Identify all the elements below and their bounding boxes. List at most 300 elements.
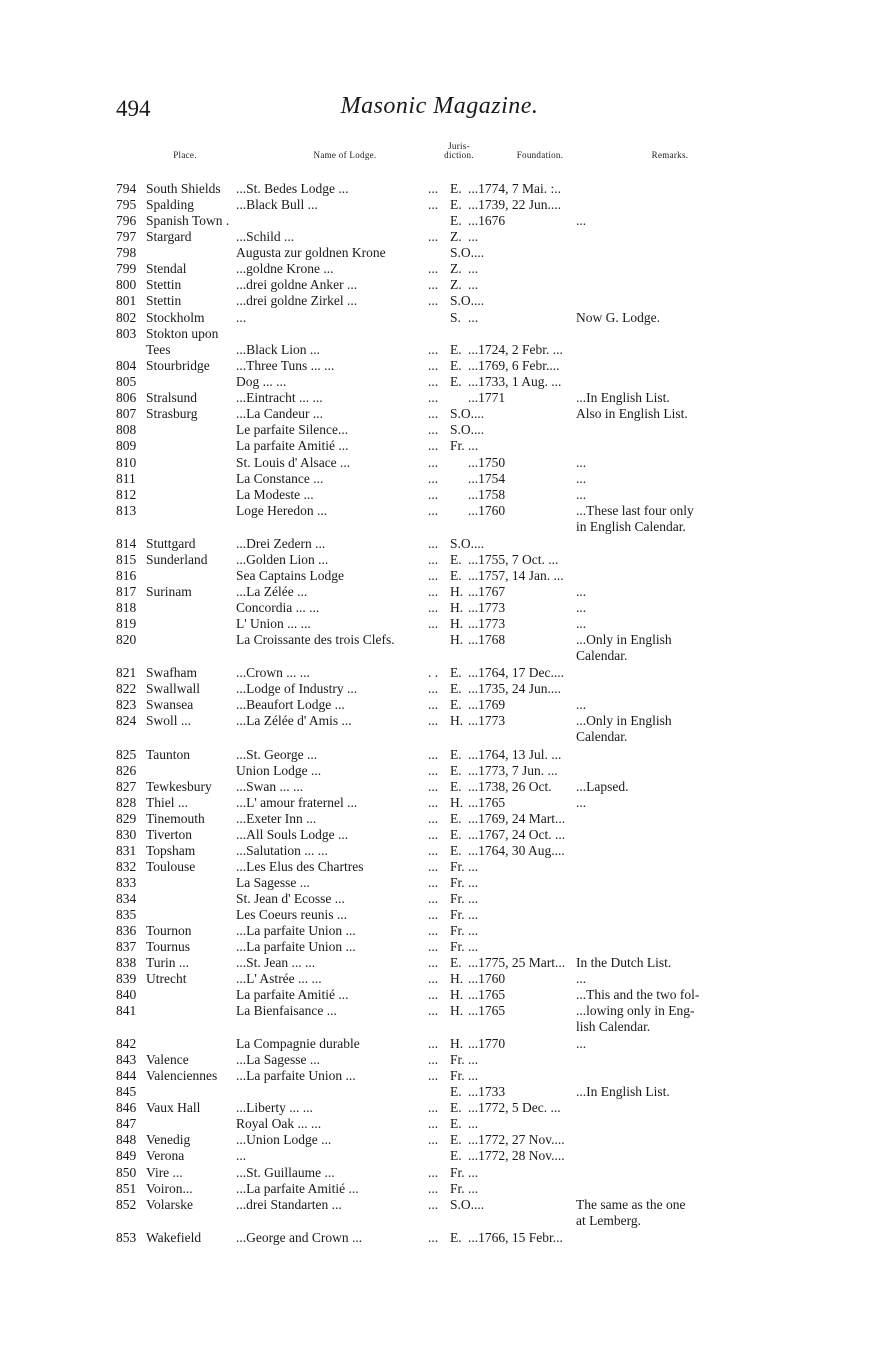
foundation-date: ...1767 (468, 584, 506, 599)
foundation-date: ...1750 (468, 455, 506, 470)
remarks: ... (576, 584, 587, 599)
place-name: Venedig (146, 1132, 191, 1147)
table-row (0, 891, 879, 907)
place-name: Vire ... (146, 1165, 183, 1180)
lodge-name: ...St. Bedes Lodge ... (236, 181, 349, 196)
jurisdiction: H. (450, 584, 464, 599)
foundation-date: ...1765 (468, 987, 506, 1002)
remarks: ... (576, 213, 587, 228)
lodge-number: 807 (116, 406, 137, 421)
lodge-number: 823 (116, 697, 137, 712)
table-row (0, 1148, 879, 1164)
place-name: Stockholm (146, 310, 205, 325)
lodge-number: 796 (116, 213, 137, 228)
remarks: The same as the one (576, 1197, 686, 1212)
place-name: Stettin (146, 293, 182, 308)
place-name: Vaux Hall (146, 1100, 201, 1115)
foundation-date: ...1738, 26 Oct. (468, 779, 552, 794)
table-row (0, 600, 879, 616)
foundation-date: ...1773, 7 Jun. ... (468, 763, 558, 778)
lodge-number: 814 (116, 536, 137, 551)
lodge-name: St. Louis d' Alsace ... (236, 455, 351, 470)
leader-dots: ... (428, 1116, 439, 1131)
foundation-date: ... (468, 923, 479, 938)
lodge-number: 797 (116, 229, 137, 244)
remarks: ...In English List. (576, 390, 670, 405)
table-row (0, 665, 879, 681)
table-row (0, 552, 879, 568)
lodge-number: 848 (116, 1132, 137, 1147)
foundation-date: ...1771 (468, 390, 506, 405)
lodge-number: 845 (116, 1084, 137, 1099)
lodge-number: 825 (116, 747, 137, 762)
lodge-number: 809 (116, 438, 137, 453)
table-row (0, 342, 879, 358)
leader-dots: ... (428, 1230, 439, 1245)
leader-dots: ... (428, 503, 439, 518)
foundation-date: ...1766, 15 Febr... (468, 1230, 563, 1245)
lodge-number: 826 (116, 763, 137, 778)
jurisdiction: S.O.... (450, 536, 485, 551)
leader-dots: ... (428, 390, 439, 405)
leader-dots: ... (428, 1052, 439, 1067)
column-header-jurisdiction-line2: diction. (444, 150, 474, 160)
foundation-date: ... (468, 859, 479, 874)
column-header-jurisdiction (434, 142, 484, 160)
foundation-date: ...1676 (468, 213, 506, 228)
lodge-number: 838 (116, 955, 137, 970)
leader-dots: ... (428, 1100, 439, 1115)
jurisdiction: Fr. (450, 875, 465, 890)
foundation-date: ... (468, 277, 479, 292)
jurisdiction: Z. (450, 277, 462, 292)
leader-dots: ... (428, 1036, 439, 1051)
foundation-date: ...1772, 28 Nov.... (468, 1148, 565, 1163)
table-row (0, 875, 879, 891)
lodge-name: ...drei goldne Zirkel ... (236, 293, 358, 308)
lodge-name: Sea Captains Lodge (236, 568, 344, 583)
foundation-date: ... (468, 907, 479, 922)
lodge-name: La Sagesse ... (236, 875, 310, 890)
lodge-number: 800 (116, 277, 137, 292)
leader-dots: ... (428, 1181, 439, 1196)
place-name: South Shields (146, 181, 221, 196)
table-row (0, 245, 879, 261)
jurisdiction: E. (450, 763, 462, 778)
table-row (0, 197, 879, 213)
place-name: Tewkesbury (146, 779, 212, 794)
place-name: Volarske (146, 1197, 193, 1212)
leader-dots: ... (428, 763, 439, 778)
leader-dots: ... (428, 568, 439, 583)
lodge-name: ...Exeter Inn ... (236, 811, 317, 826)
jurisdiction: H. (450, 600, 464, 615)
lodge-name: Union Lodge ... (236, 763, 322, 778)
lodge-number: 829 (116, 811, 137, 826)
lodge-number: 852 (116, 1197, 137, 1212)
lodge-name: ...Liberty ... ... (236, 1100, 313, 1115)
lodge-number: 824 (116, 713, 137, 728)
lodge-name: ...Drei Zedern ... (236, 536, 326, 551)
lodge-name: Les Coeurs reunis ... (236, 907, 347, 922)
lodge-name: ...Salutation ... ... (236, 843, 328, 858)
place-name: Swafham (146, 665, 197, 680)
foundation-date: ...1735, 24 Jun.... (468, 681, 562, 696)
jurisdiction: Fr. (450, 859, 465, 874)
lodge-number: 831 (116, 843, 137, 858)
lodge-number: 844 (116, 1068, 137, 1083)
place-name: Valenciennes (146, 1068, 218, 1083)
jurisdiction: E. (450, 358, 462, 373)
table-row (0, 939, 879, 955)
lodge-name: ...La Zélée ... (236, 584, 308, 599)
table-row (0, 310, 879, 326)
lodge-number: 851 (116, 1181, 137, 1196)
lodge-name: ...goldne Krone ... (236, 261, 334, 276)
table-row (0, 181, 879, 197)
lodge-name: ...Black Bull ... (236, 197, 318, 212)
jurisdiction: E. (450, 181, 462, 196)
lodge-number: 822 (116, 681, 137, 696)
place-name: Toulouse (146, 859, 196, 874)
foundation-date: ...1772, 27 Nov.... (468, 1132, 565, 1147)
remarks: ... (576, 1036, 587, 1051)
lodge-name: ...drei goldne Anker ... (236, 277, 358, 292)
lodge-name: ...L' amour fraternel ... (236, 795, 358, 810)
remarks: at Lemberg. (576, 1213, 641, 1228)
remarks: Also in English List. (576, 406, 688, 421)
jurisdiction: Fr. (450, 1068, 465, 1083)
table-row (0, 584, 879, 600)
remarks: ...These last four only (576, 503, 694, 518)
lodge-number: 806 (116, 390, 137, 405)
leader-dots: ... (428, 616, 439, 631)
leader-dots: ... (428, 342, 439, 357)
lodge-number: 841 (116, 1003, 137, 1018)
foundation-date: ... (468, 261, 479, 276)
lodge-number: 849 (116, 1148, 137, 1163)
lodge-number: 795 (116, 197, 137, 212)
lodge-name: Dog ... ... (236, 374, 287, 389)
lodge-name: Concordia ... ... (236, 600, 320, 615)
leader-dots: ... (428, 406, 439, 421)
leader-dots: ... (428, 261, 439, 276)
lodge-name: ...La Zélée d' Amis ... (236, 713, 352, 728)
lodge-number: 803 (116, 326, 137, 341)
table-row (0, 1084, 879, 1100)
jurisdiction: Fr. (450, 1165, 465, 1180)
place-name: Strasburg (146, 406, 198, 421)
leader-dots: ... (428, 181, 439, 196)
table-row (0, 843, 879, 859)
lodge-name: ...St. Jean ... ... (236, 955, 316, 970)
foundation-date: ... (468, 229, 479, 244)
lodge-number: 794 (116, 181, 137, 196)
lodge-number: 801 (116, 293, 137, 308)
leader-dots: ... (428, 487, 439, 502)
jurisdiction: H. (450, 971, 464, 986)
remarks: ...This and the two fol- (576, 987, 700, 1002)
foundation-date: ...1773 (468, 713, 506, 728)
place-name: Stuttgard (146, 536, 196, 551)
table-row (0, 1213, 879, 1229)
place-name: Verona (146, 1148, 185, 1163)
foundation-date: ...1775, 25 Mart... (468, 955, 566, 970)
leader-dots: ... (428, 197, 439, 212)
foundation-date: ... (468, 310, 479, 325)
foundation-date: ... (468, 438, 479, 453)
table-row (0, 827, 879, 843)
jurisdiction: Fr. (450, 891, 465, 906)
lodge-name: La Croissante des trois Clefs. (236, 632, 395, 647)
leader-dots: ... (428, 795, 439, 810)
lodge-name: ...La parfaite Union ... (236, 939, 356, 954)
table-row (0, 811, 879, 827)
table-row (0, 503, 879, 519)
table-row (0, 438, 879, 454)
lodge-number: 820 (116, 632, 137, 647)
jurisdiction: E. (450, 665, 462, 680)
leader-dots: ... (428, 1132, 439, 1147)
lodge-name: ...Golden Lion ... (236, 552, 329, 567)
place-name: Stourbridge (146, 358, 210, 373)
lodge-name: ...Swan ... ... (236, 779, 304, 794)
lodge-name: ...Black Lion ... (236, 342, 320, 357)
place-name: Turin ... (146, 955, 190, 970)
jurisdiction: E. (450, 681, 462, 696)
lodge-number: 834 (116, 891, 137, 906)
foundation-date: ...1765 (468, 1003, 506, 1018)
remarks: Now G. Lodge. (576, 310, 660, 325)
table-row (0, 1100, 879, 1116)
leader-dots: ... (428, 277, 439, 292)
foundation-date: ...1767, 24 Oct. ... (468, 827, 566, 842)
foundation-date: ...1724, 2 Febr. ... (468, 342, 563, 357)
table-row (0, 422, 879, 438)
leader-dots: ... (428, 600, 439, 615)
remarks: ...lowing only in Eng- (576, 1003, 695, 1018)
jurisdiction: Fr. (450, 907, 465, 922)
lodge-name: Royal Oak ... ... (236, 1116, 322, 1131)
lodge-name: ...drei Standarten ... (236, 1197, 342, 1212)
table-row (0, 729, 879, 745)
leader-dots: ... (428, 293, 439, 308)
lodge-name: ...La parfaite Union ... (236, 1068, 356, 1083)
place-name: Wakefield (146, 1230, 202, 1245)
foundation-date: ... (468, 1052, 479, 1067)
foundation-date: ...1764, 13 Jul. ... (468, 747, 562, 762)
table-row (0, 763, 879, 779)
lodge-name: ...St. Guillaume ... (236, 1165, 335, 1180)
lodge-name: ...Crown ... ... (236, 665, 310, 680)
leader-dots: ... (428, 779, 439, 794)
leader-dots: ... (428, 939, 439, 954)
table-row (0, 1181, 879, 1197)
jurisdiction: H. (450, 1003, 464, 1018)
jurisdiction: Fr. (450, 438, 465, 453)
leader-dots: ... (428, 697, 439, 712)
foundation-date: ...1769, 24 Mart... (468, 811, 566, 826)
lodge-number: 804 (116, 358, 137, 373)
leader-dots: . . (428, 665, 439, 680)
table-row (0, 1019, 879, 1035)
lodge-number: 819 (116, 616, 137, 631)
lodge-number: 811 (116, 471, 136, 486)
jurisdiction: S.O.... (450, 406, 485, 421)
foundation-date: ... (468, 939, 479, 954)
table-row (0, 1068, 879, 1084)
lodge-number: 836 (116, 923, 137, 938)
place-name: Tiverton (146, 827, 193, 842)
jurisdiction: S.O.... (450, 422, 485, 437)
jurisdiction: E. (450, 697, 462, 712)
jurisdiction: E. (450, 827, 462, 842)
jurisdiction: H. (450, 713, 464, 728)
jurisdiction: Z. (450, 229, 462, 244)
table-row (0, 971, 879, 987)
table-row (0, 1165, 879, 1181)
column-header-foundation: Foundation. (516, 150, 564, 160)
lodge-number: 817 (116, 584, 137, 599)
lodge-number: 805 (116, 374, 137, 389)
lodge-number: 847 (116, 1116, 137, 1131)
lodge-name: ...Three Tuns ... ... (236, 358, 335, 373)
table-row (0, 229, 879, 245)
jurisdiction: Fr. (450, 939, 465, 954)
leader-dots: ... (428, 891, 439, 906)
foundation-date: ...1769 (468, 697, 506, 712)
jurisdiction: E. (450, 811, 462, 826)
remarks: lish Calendar. (576, 1019, 651, 1034)
foundation-date: ...1772, 5 Dec. ... (468, 1100, 561, 1115)
foundation-date: ...1758 (468, 487, 506, 502)
lodge-number: 802 (116, 310, 137, 325)
lodge-number: 818 (116, 600, 137, 615)
lodge-number: 828 (116, 795, 137, 810)
leader-dots: ... (428, 971, 439, 986)
leader-dots: ... (428, 827, 439, 842)
place-name: Stargard (146, 229, 192, 244)
lodge-number: 798 (116, 245, 137, 260)
jurisdiction: E. (450, 747, 462, 762)
jurisdiction: E. (450, 197, 462, 212)
foundation-date: ...1757, 14 Jan. ... (468, 568, 564, 583)
table-row (0, 648, 879, 664)
lodge-name: L' Union ... ... (236, 616, 311, 631)
leader-dots: ... (428, 1003, 439, 1018)
table-row (0, 374, 879, 390)
lodge-number: 821 (116, 665, 137, 680)
place-name: Tinemouth (146, 811, 205, 826)
place-name: Swallwall (146, 681, 200, 696)
table-row (0, 1052, 879, 1068)
column-header-place: Place. (173, 150, 197, 160)
remarks: ... (576, 616, 587, 631)
place-name: Swansea (146, 697, 194, 712)
table-row (0, 713, 879, 729)
jurisdiction: S.O.... (450, 1197, 485, 1212)
place-name: Surinam (146, 584, 192, 599)
table-row (0, 326, 879, 342)
leader-dots: ... (428, 552, 439, 567)
place-name: Sunderland (146, 552, 208, 567)
lodge-name: La Modeste ... (236, 487, 314, 502)
jurisdiction: H. (450, 632, 464, 647)
leader-dots: ... (428, 843, 439, 858)
table-row (0, 859, 879, 875)
jurisdiction: Fr. (450, 1181, 465, 1196)
place-name: Tournon (146, 923, 192, 938)
foundation-date: ...1768 (468, 632, 506, 647)
place-name: Tees (146, 342, 171, 357)
jurisdiction: E. (450, 955, 462, 970)
table-row (0, 1116, 879, 1132)
table-row (0, 955, 879, 971)
lodge-name: ...Lodge of Industry ... (236, 681, 358, 696)
leader-dots: ... (428, 907, 439, 922)
jurisdiction: H. (450, 1036, 464, 1051)
lodge-number: 799 (116, 261, 137, 276)
place-name: Voiron... (146, 1181, 193, 1196)
jurisdiction: E. (450, 568, 462, 583)
leader-dots: ... (428, 536, 439, 551)
place-name: Stralsund (146, 390, 198, 405)
place-name: Utrecht (146, 971, 187, 986)
table-row (0, 795, 879, 811)
table-row (0, 358, 879, 374)
place-name: Taunton (146, 747, 191, 762)
leader-dots: ... (428, 987, 439, 1002)
table-row (0, 261, 879, 277)
jurisdiction: Z. (450, 261, 462, 276)
lodge-number: 816 (116, 568, 137, 583)
table-row (0, 779, 879, 795)
table-row (0, 213, 879, 229)
lodge-number: 833 (116, 875, 137, 890)
foundation-date: ...1774, 7 Mai. :.. (468, 181, 561, 196)
jurisdiction: E. (450, 1084, 462, 1099)
lodge-number: 810 (116, 455, 137, 470)
remarks: ... (576, 600, 587, 615)
lodge-name: St. Jean d' Ecosse ... (236, 891, 345, 906)
leader-dots: ... (428, 1197, 439, 1212)
foundation-date: ...1764, 30 Aug.... (468, 843, 565, 858)
leader-dots: ... (428, 681, 439, 696)
jurisdiction: E. (450, 1116, 462, 1131)
remarks: ... (576, 971, 587, 986)
lodge-name: La Constance ... (236, 471, 324, 486)
table-row (0, 471, 879, 487)
table-row (0, 1036, 879, 1052)
lodge-name: Augusta zur goldnen Krone (236, 245, 386, 260)
leader-dots: ... (428, 438, 439, 453)
foundation-date: ...1733 (468, 1084, 506, 1099)
lodge-number: 837 (116, 939, 137, 954)
remarks: ... (576, 697, 587, 712)
foundation-date: ...1760 (468, 971, 506, 986)
table-row (0, 406, 879, 422)
lodge-name: ... (236, 310, 247, 325)
lodge-name: ...L' Astrée ... ... (236, 971, 322, 986)
place-name: Topsham (146, 843, 196, 858)
table-row (0, 455, 879, 471)
lodge-number: 815 (116, 552, 137, 567)
remarks: in English Calendar. (576, 519, 686, 534)
column-header-remarks: Remarks. (651, 150, 689, 160)
lodge-number: 812 (116, 487, 137, 502)
place-name: Tournus (146, 939, 191, 954)
table-row (0, 1132, 879, 1148)
